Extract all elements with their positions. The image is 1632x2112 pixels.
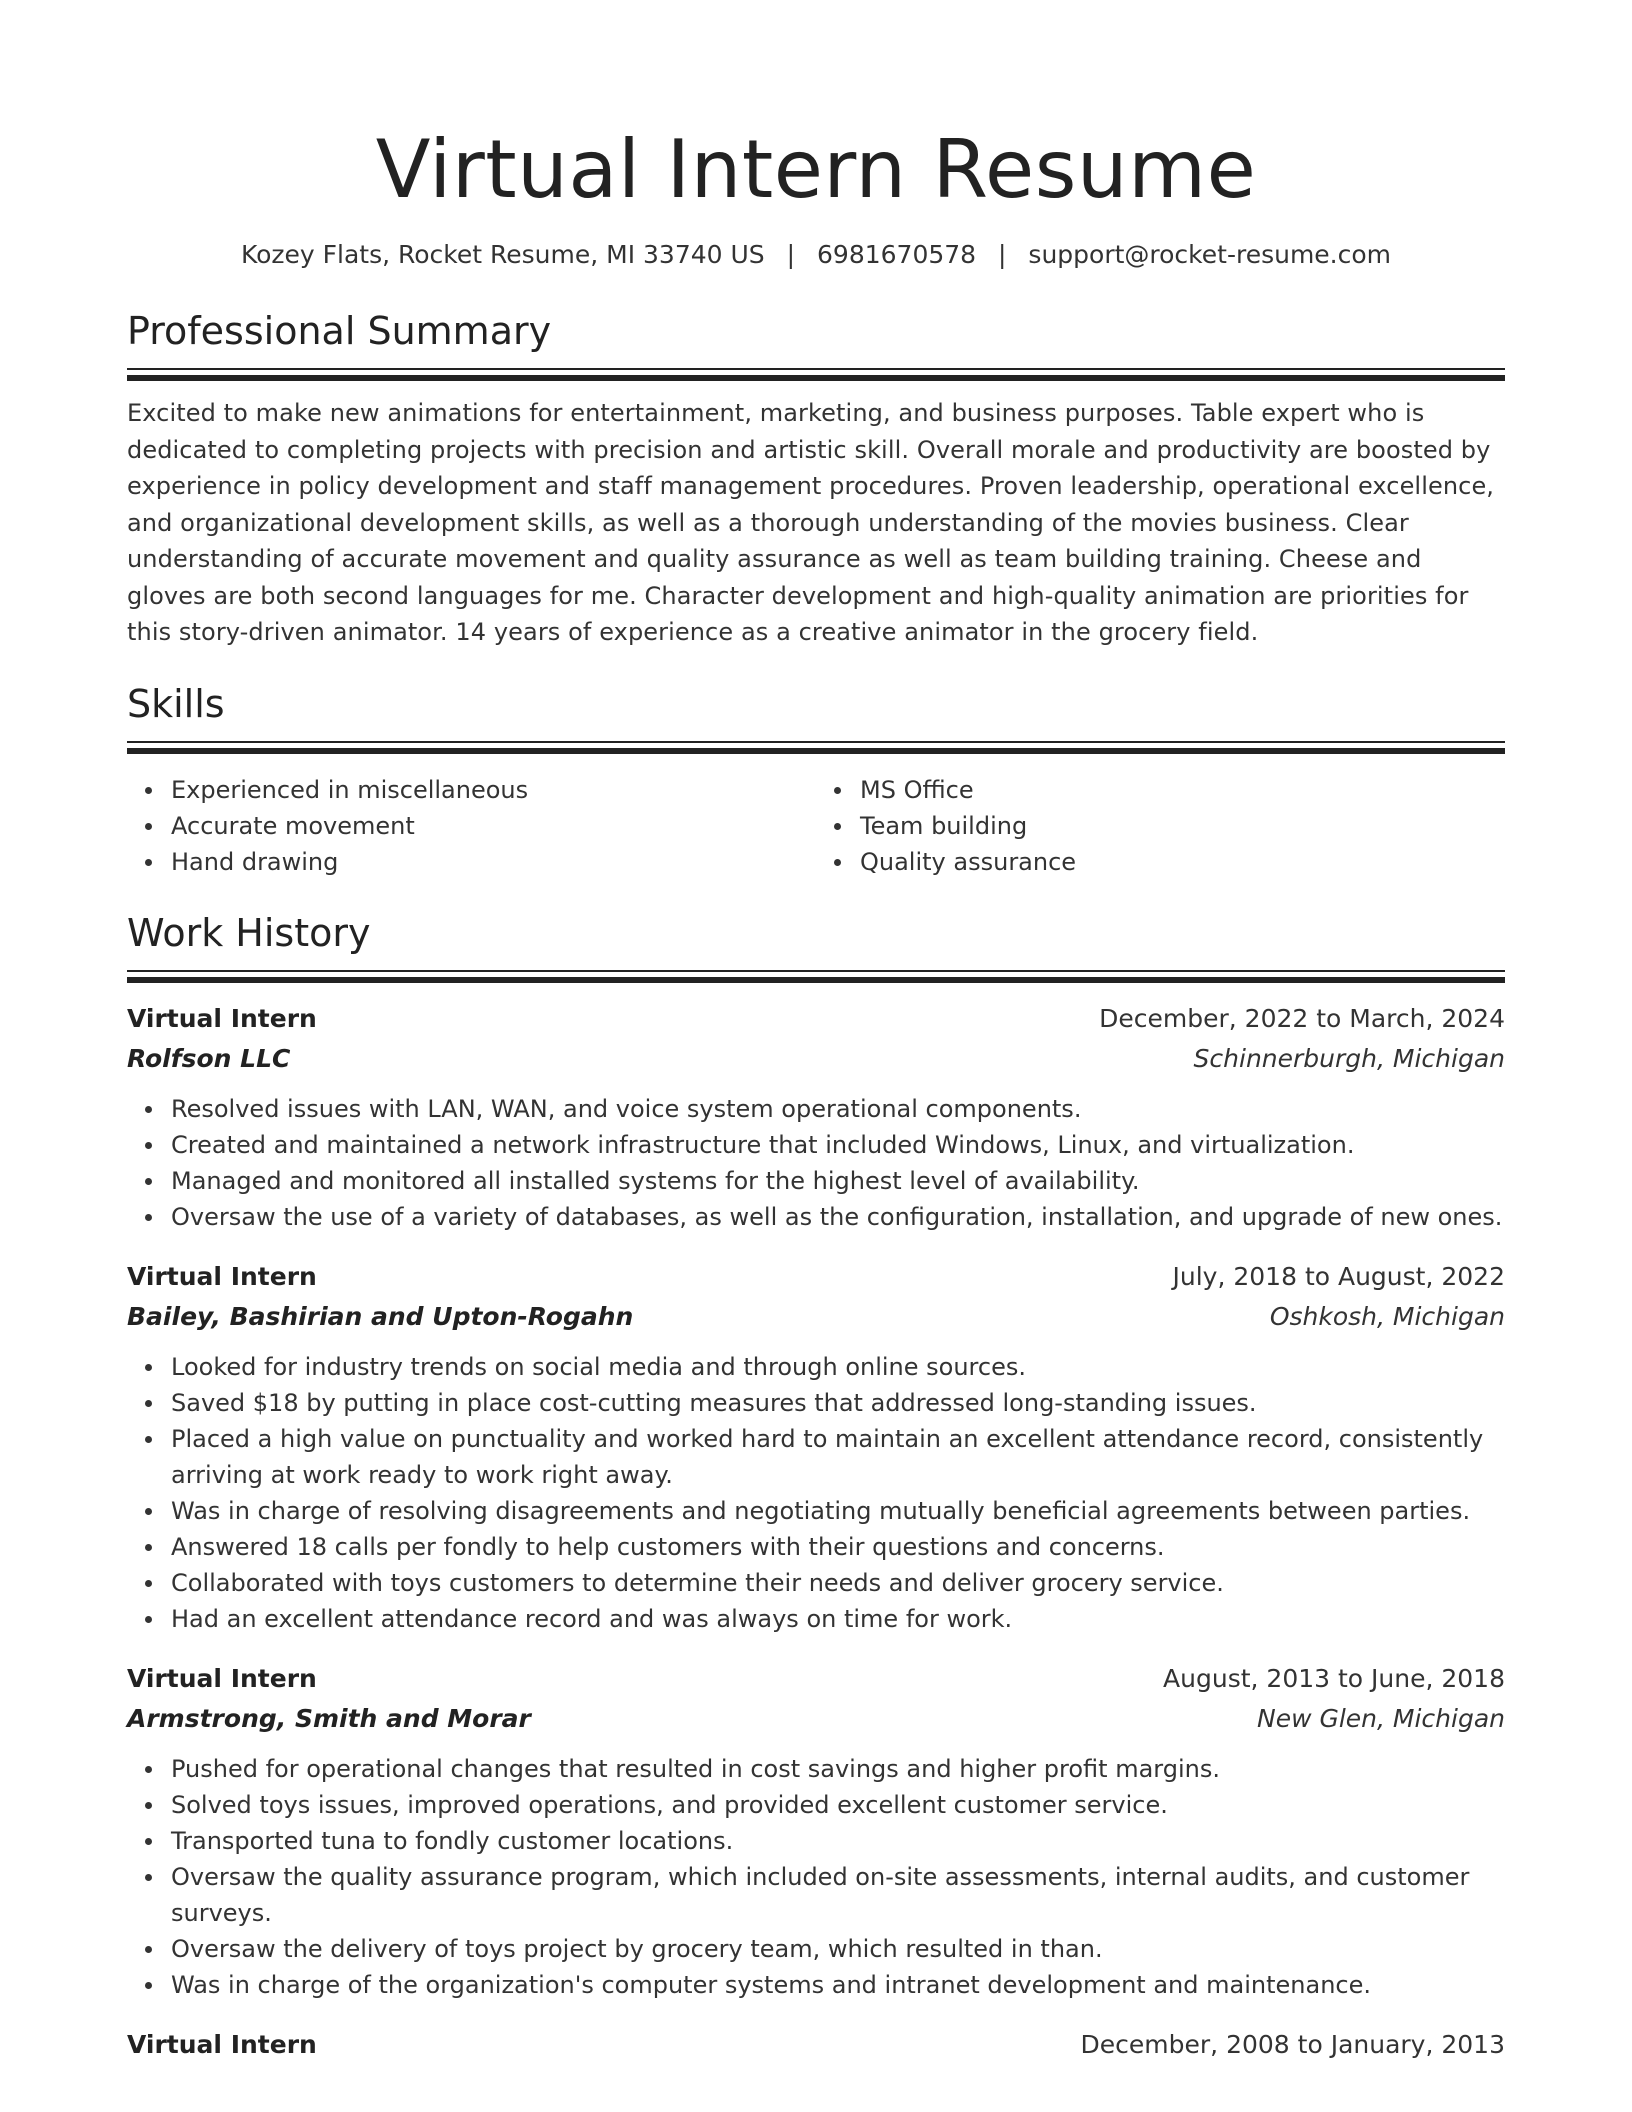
job-bullet: Saved $18 by putting in place cost-cutting measures that addressed long-standing issues. [171, 1385, 1505, 1421]
summary-text: Excited to make new animations for entertainment, marketing, and business purposes. Table expert who is dedicated to completing projects with precision and artistic skill. Overall morale and productivity are boosted by experience in policy development and staff management procedures. Proven leadership, operational excellence, and organizational development skills, as well as a thorough understanding of the movies business. Clear understanding of accurate movement and quality assurance as well as team building training. Cheese and gloves are both second languages for me. Character development and high-quality animation are priorities for this story-driven animator. 14 years of experience as a creative animator in the grocery field. [127, 399, 1495, 646]
skill-item: Accurate movement [171, 808, 816, 844]
job-bullet: Collaborated with toys customers to determine their needs and deliver grocery service. [171, 1565, 1505, 1601]
summary-heading: Professional Summary [127, 309, 552, 353]
job-dates: December, 2022 to March, 2024 [1099, 1003, 1505, 1033]
job-bullet: Solved toys issues, improved operations, and provided excellent customer service. [171, 1787, 1505, 1823]
contact-phone: 6981670578 [817, 240, 977, 269]
job-entry [127, 1659, 1505, 2003]
job-bullet: Oversaw the delivery of toys project by grocery team, which resulted in than. [171, 1931, 1505, 1967]
job-location: Oshkosh, Michigan [1269, 1301, 1505, 1331]
job-bullet: Was in charge of resolving disagreements and negotiating mutually beneficial agreements between parties. [171, 1493, 1505, 1529]
skills-section [127, 679, 1505, 880]
contact-email: support@rocket-resume.com [1028, 240, 1392, 269]
job-bullet: Placed a high value on punctuality and worked hard to maintain an excellent attendance record, consistently arriving at work ready to work right away. [171, 1421, 1505, 1493]
job-bullet: Answered 18 calls per fondly to help customers with their questions and concerns. [171, 1529, 1505, 1565]
contact-separator: | [998, 240, 1007, 269]
job-bullet: Managed and monitored all installed systems for the highest level of availability. [171, 1163, 1505, 1199]
summary-section [127, 306, 1505, 651]
job-bullet: Created and maintained a network infrastructure that included Windows, Linux, and virtualization. [171, 1127, 1505, 1163]
job-bullets [127, 1751, 1505, 2003]
section-divider-thick [127, 748, 1505, 754]
work-history-heading: Work History [127, 910, 371, 955]
skill-item: Quality assurance [860, 844, 1505, 880]
resume-title: Virtual Intern Resume [375, 123, 1257, 216]
job-location: Schinnerburgh, Michigan [1193, 1043, 1505, 1073]
skill-item: MS Office [860, 772, 1505, 808]
job-dates: August, 2013 to June, 2018 [1163, 1663, 1505, 1693]
skills-heading: Skills [127, 681, 225, 726]
job-bullets [127, 1091, 1505, 1235]
job-title: Virtual Intern [127, 1663, 317, 1693]
job-entry [127, 1257, 1505, 1637]
job-bullet: Was in charge of the organization's computer systems and intranet development and maintenance. [171, 1967, 1505, 2003]
section-divider [127, 970, 1505, 972]
job-bullet: Had an excellent attendance record and was always on time for work. [171, 1601, 1505, 1637]
section-divider-thick [127, 977, 1505, 983]
job-title: Virtual Intern [127, 1261, 317, 1291]
job-bullet: Looked for industry trends on social media and through online sources. [171, 1349, 1505, 1385]
contact-separator: | [786, 240, 796, 269]
job-dates: July, 2018 to August, 2022 [1172, 1261, 1505, 1291]
job-dates: December, 2008 to January, 2013 [1080, 2029, 1505, 2059]
section-divider-thick [127, 375, 1505, 381]
job-entry [127, 999, 1505, 1235]
contact-address: Kozey Flats, Rocket Resume, MI 33740 US [240, 240, 765, 269]
job-bullets [127, 1349, 1505, 1637]
job-bullet: Oversaw the quality assurance program, which included on-site assessments, internal audits, and customer surveys. [171, 1859, 1505, 1931]
contact-line [127, 238, 1505, 272]
job-title: Virtual Intern [127, 1003, 317, 1033]
job-entry [127, 2025, 1505, 2065]
job-bullet: Resolved issues with LAN, WAN, and voice system operational components. [171, 1091, 1505, 1127]
work-history-section [127, 908, 1505, 2065]
skill-item: Experienced in miscellaneous [171, 772, 816, 808]
skill-item: Team building [860, 808, 1505, 844]
job-location: New Glen, Michigan [1257, 1703, 1505, 1733]
section-divider [127, 741, 1505, 743]
skills-columns [127, 772, 1505, 880]
section-divider [127, 368, 1505, 370]
job-bullet: Transported tuna to fondly customer locations. [171, 1823, 1505, 1859]
job-bullet: Oversaw the use of a variety of databases, as well as the configuration, installation, and upgrade of new ones. [171, 1199, 1505, 1235]
skills-list-right [816, 772, 1505, 880]
job-company: Rolfson LLC [127, 1043, 291, 1073]
job-company: Armstrong, Smith and Morar [127, 1703, 531, 1733]
skill-item: Hand drawing [171, 844, 816, 880]
job-title: Virtual Intern [127, 2029, 317, 2059]
job-bullet: Pushed for operational changes that resulted in cost savings and higher profit margins. [171, 1751, 1505, 1787]
resume-page [127, 120, 1505, 2065]
job-company: Bailey, Bashirian and Upton-Rogahn [127, 1301, 634, 1331]
skills-list-left [127, 772, 816, 880]
